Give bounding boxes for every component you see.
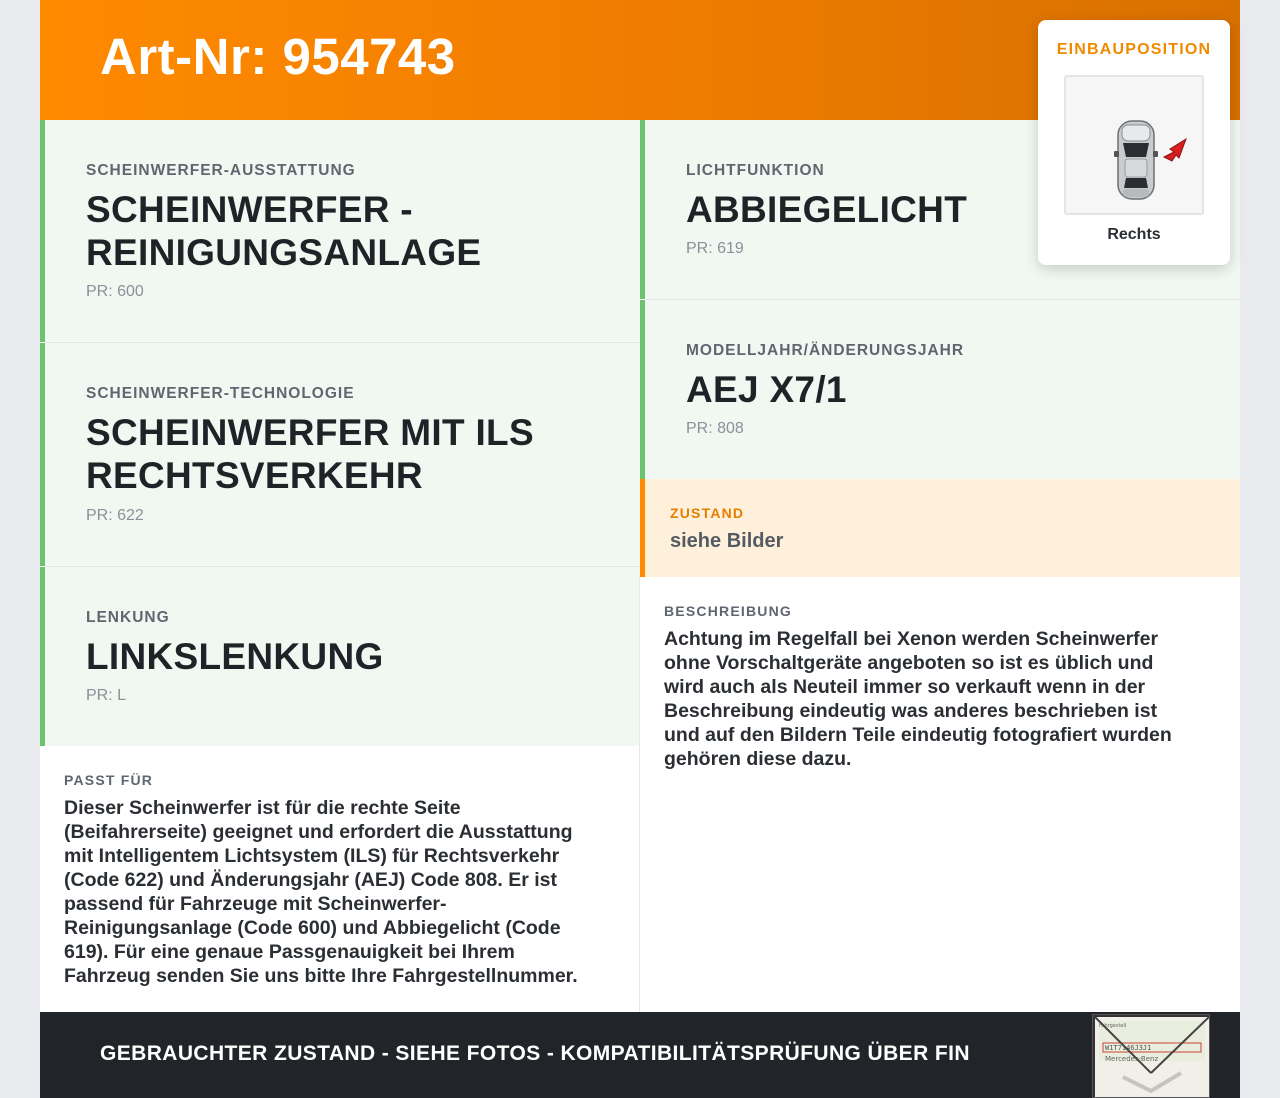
page-title: Art-Nr: 954743 <box>100 28 456 85</box>
feature-value: RECHTSVERKEHR <box>86 455 423 496</box>
feature-panel-ausstattung <box>40 120 640 342</box>
car-top-view-icon <box>1114 121 1158 199</box>
red-arrow-icon <box>1164 139 1186 161</box>
fitment-line: Fahrzeug senden Sie uns bitte Ihre Fahrgestellnummer. <box>64 965 578 987</box>
description-line: wird auch als Neuteil immer so verkauft wenn in der <box>664 676 1146 698</box>
install-position-value: Rechts <box>1107 226 1161 243</box>
condition-box <box>640 479 1240 577</box>
feature-value: AEJ X7/1 <box>686 369 847 410</box>
footer-bar <box>40 1012 1240 1098</box>
install-position-label: EINBAUPOSITION <box>1056 41 1212 58</box>
product-sheet <box>40 0 1240 1098</box>
fitment-line: 619). Für eine genaue Passgenauigkeit bei Ihrem <box>64 941 515 963</box>
fitment-text <box>64 796 624 988</box>
description-line: Beschreibung eindeutig was anderes beschrieben ist <box>664 700 1158 722</box>
feature-label: MODELLJAHR/ÄNDERUNGSJAHR <box>686 342 965 359</box>
feature-value: SCHEINWERFER MIT ILS <box>86 412 534 453</box>
description-line: gehören diese dazu. <box>664 748 852 770</box>
feature-label: LENKUNG <box>86 609 170 626</box>
feature-pr-code: PR: 600 <box>86 283 144 300</box>
thumb-text-1: Fahrgestell <box>1099 1023 1127 1029</box>
thumb-text-2: W1T7146J3J1 <box>1105 1044 1152 1052</box>
condition-label: ZUSTAND <box>670 505 745 521</box>
column-divider <box>639 577 640 1012</box>
description-label: BESCHREIBUNG <box>664 603 792 619</box>
condition-value: siehe Bilder <box>670 530 784 552</box>
feature-pr-code: PR: 808 <box>686 420 744 437</box>
fitment-line: (Beifahrerseite) geeignet und erfordert die Ausstattung <box>64 821 573 843</box>
feature-pr-code: PR: 619 <box>686 240 744 257</box>
feature-label: LICHTFUNKTION <box>686 162 825 179</box>
fitment-line: mit Intelligentem Lichtsystem (ILS) für Rechtsverkehr <box>64 845 560 867</box>
feature-label: SCHEINWERFER-TECHNOLOGIE <box>86 385 355 402</box>
description-text <box>664 627 1224 771</box>
feature-value: SCHEINWERFER - <box>86 189 413 230</box>
feature-value: REINIGUNGSANLAGE <box>86 232 482 273</box>
fitment-line: passend für Fahrzeuge mit Scheinwerfer- <box>64 893 447 915</box>
description-line: Achtung im Regelfall bei Xenon werden Scheinwerfer <box>664 628 1159 650</box>
vin-plate-image <box>1093 1015 1210 1098</box>
install-position-image <box>1064 75 1204 215</box>
feature-panel-modelljahr <box>640 300 1240 479</box>
description-line: ohne Vorschaltgeräte angeboten so ist es üblich und <box>664 652 1154 674</box>
feature-panel-technologie <box>40 343 640 566</box>
fitment-line: (Code 622) und Änderungsjahr (AEJ) Code 808. Er ist <box>64 869 558 891</box>
install-position-card <box>1038 20 1230 265</box>
feature-panel-lenkung <box>40 567 640 746</box>
fitment-line: Reinigungsanlage (Code 600) und Abbiegelicht (Code <box>64 917 561 939</box>
vin-plate-thumbnail[interactable] <box>1092 1014 1210 1098</box>
thumb-text-3: Mercedes-Benz <box>1105 1055 1159 1063</box>
footer-text: GEBRAUCHTER ZUSTAND - SIEHE FOTOS - KOMPATIBILITÄTSPRÜFUNG ÜBER FIN <box>100 1042 970 1065</box>
feature-value: LINKSLENKUNG <box>86 636 384 677</box>
feature-pr-code: PR: 622 <box>86 507 144 524</box>
feature-label: SCHEINWERFER-AUSSTATTUNG <box>86 162 356 179</box>
fitment-label: PASST FÜR <box>64 772 154 788</box>
description-line: und auf den Bildern Teile eindeutig fotografiert wurden <box>664 724 1172 746</box>
fitment-line: Dieser Scheinwerfer ist für die rechte Seite <box>64 797 461 819</box>
feature-value: ABBIEGELICHT <box>686 189 968 230</box>
feature-pr-code: PR: L <box>86 687 127 704</box>
